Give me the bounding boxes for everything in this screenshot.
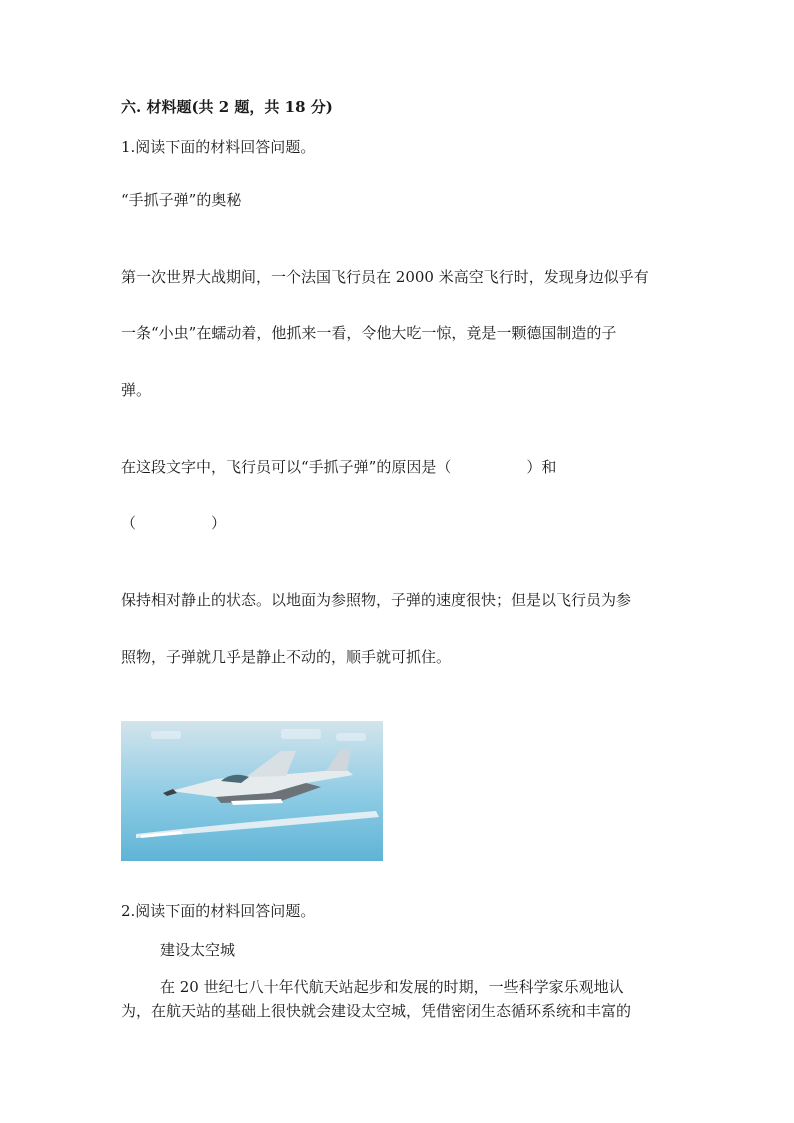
question-1-title: “手抓子弹”的奥秘 (121, 191, 242, 209)
question-2-passage-line: 在 20 世纪七八十年代航天站起步和发展的时期，一些科学家乐观地认 (160, 978, 624, 996)
question-1-blank-line: （ ） (121, 514, 227, 532)
question-2-prompt: 2.阅读下面的材料回答问题。 (121, 902, 316, 920)
question-1-passage-line: 一条“小虫”在蠕动着，他抓来一看，令他大吃一惊，竟是一颗德国制造的子 (121, 324, 617, 342)
question-1-passage-line: 第一次世界大战期间，一个法国飞行员在 2000 米高空飞行时，发现身边似乎有 (121, 268, 649, 286)
question-1-passage-line: 弹。 (121, 381, 152, 399)
question-2-passage-line: 为，在航天站的基础上很快就会建设太空城，凭借密闭生态循环系统和丰富的 (121, 1002, 632, 1020)
section-heading: 六. 材料题(共 2 题，共 18 分) (121, 98, 333, 116)
question-2-title: 建设太空城 (160, 941, 236, 959)
question-1-answer-line: 照物，子弹就几乎是静止不动的，顺手就可抓住。 (121, 648, 452, 666)
question-1-prompt: 1.阅读下面的材料回答问题。 (121, 138, 316, 156)
question-1-answer-line: 保持相对静止的状态。以地面为参照物，子弹的速度很快；但是以飞行员为参 (121, 591, 632, 609)
fighter-jet-photo (121, 721, 383, 861)
question-1-blank-line: 在这段文字中，飞行员可以“手抓子弹”的原因是（ ）和 (121, 458, 557, 476)
